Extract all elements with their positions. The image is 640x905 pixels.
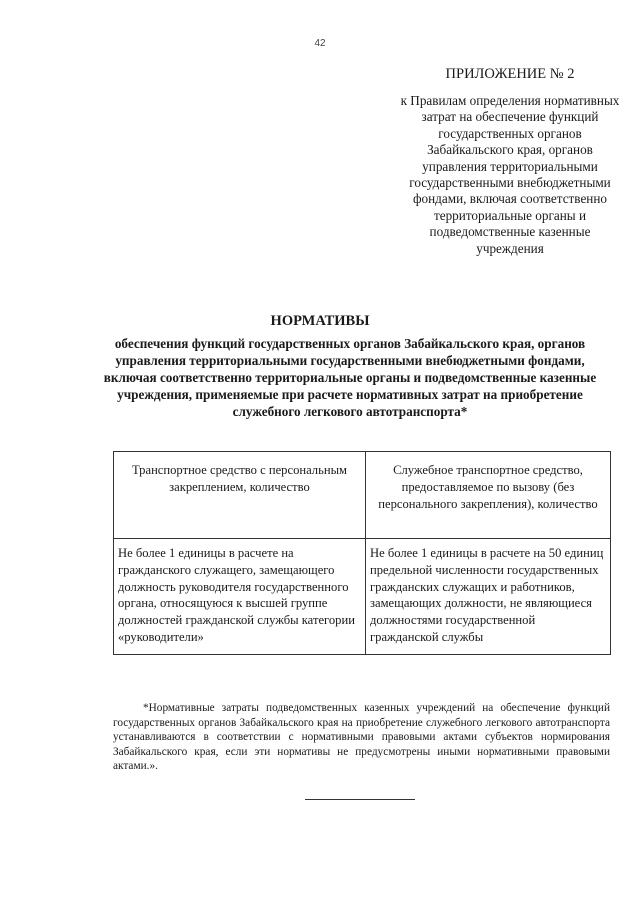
table-header-row bbox=[114, 452, 611, 539]
table-row bbox=[114, 539, 611, 655]
table-cell-personal-vehicle-norm: Не более 1 единицы в расчете на гражданского служащего, замещающего должность руководителя государственного органа, относящуюся к высшей группе должностей гражданской службы категории «руководители» bbox=[114, 539, 366, 655]
document-subtitle: обеспечения функций государственных органов Забайкальского края, органов управления территориальными государственными внебюджетными фондами, включая соответственно территориальные органы и подведомственные казенные учреждения, применяемые при расчете нормативных затрат на приобретение служебного легкового автотранспорта* bbox=[103, 336, 597, 419]
document-title: НОРМАТИВЫ bbox=[270, 313, 370, 329]
column-header-personal-vehicle: Транспортное средство с персональным закреплением, количество bbox=[114, 452, 366, 539]
appendix-title: ПРИЛОЖЕНИЕ № 2 bbox=[445, 66, 575, 82]
appendix-subtitle: к Правилам определения нормативных затрат на обеспечение функций государственных органов Забайкальского края, органов управления территориальными государственными внебюджетными фондами, включая соответственно территориальные органы и подведомственные казенные учреждения bbox=[400, 93, 620, 256]
column-header-on-call-vehicle: Служебное транспортное средство, предоставляемое по вызову (без персонального закрепления), количество bbox=[366, 452, 611, 539]
page-number: 42 bbox=[314, 38, 326, 49]
end-divider bbox=[305, 799, 415, 800]
footnote: *Нормативные затраты подведомственных казенных учреждений на обеспечение функций государственных органов Забайкальского края на приобретение служебного легкового автотранспорта устанавливаются в соответствии с нормативными правовыми актами субъектов нормирования Забайкальского края, если эти нормативы не предусмотрены иными нормативными правовыми актами.». bbox=[113, 702, 610, 772]
table-cell-on-call-vehicle-norm: Не более 1 единицы в расчете на 50 единиц предельной численности государственных гражданских служащих и работников, замещающих должности, не являющиеся должностями государственной гражданской службы bbox=[366, 539, 611, 655]
norms-table bbox=[113, 451, 611, 655]
